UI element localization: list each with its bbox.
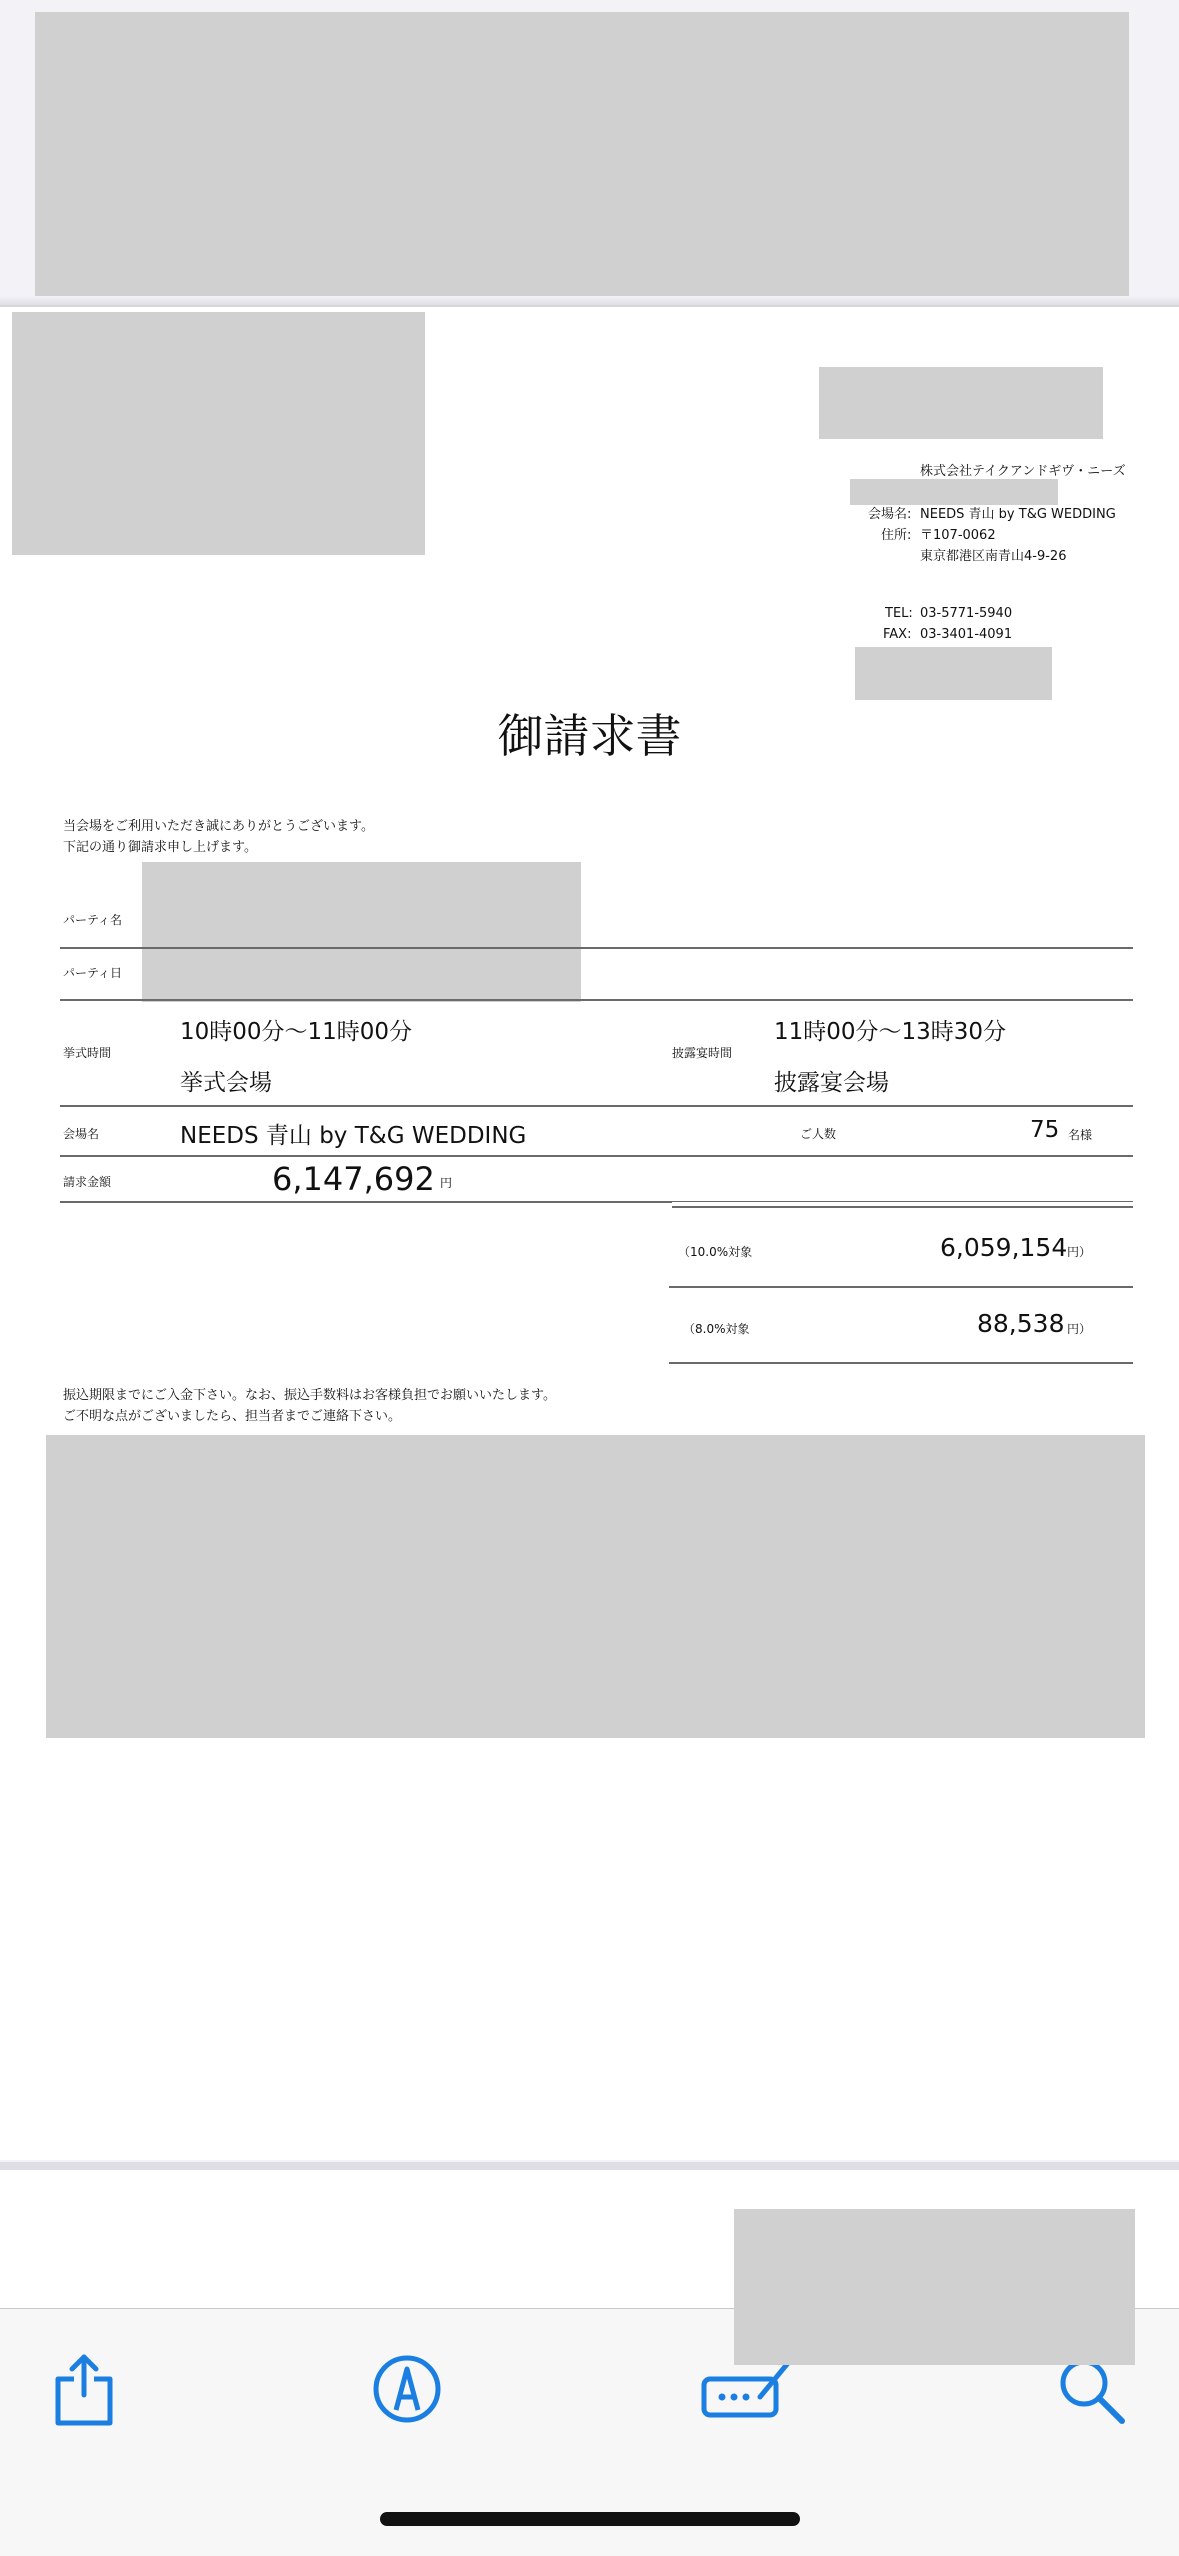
divider — [60, 1105, 1133, 1107]
tax10-label: （10.0%対象 — [678, 1245, 753, 1259]
share-icon[interactable] — [44, 2349, 124, 2429]
divider — [672, 1206, 1133, 1208]
divider — [60, 1201, 672, 1203]
redacted-logo — [12, 312, 425, 555]
amount-label: 請求金額 — [63, 1175, 112, 1189]
venue-label: 会場名 — [63, 1127, 100, 1141]
company-tel-label: TEL: — [885, 606, 913, 621]
reception-time-label: 披露宴時間 — [672, 1046, 733, 1060]
note-line-2: ご不明な点がございましたら、担当者までご連絡下さい。 — [63, 1409, 402, 1424]
ceremony-time-label: 挙式時間 — [63, 1046, 112, 1060]
company-address: 東京都港区南青山4-9-26 — [920, 549, 1067, 564]
ceremony-venue: 挙式会場 — [180, 1070, 272, 1096]
document-title: 御請求書 — [497, 709, 682, 763]
guests-value: 75 — [1030, 1117, 1060, 1143]
reception-venue: 披露宴会場 — [774, 1070, 889, 1096]
tax8-value: 88,538 — [977, 1309, 1065, 1338]
home-indicator[interactable] — [380, 2512, 800, 2526]
company-name: 株式会社テイクアンドギヴ・ニーズ — [920, 464, 1126, 479]
redacted-footer — [46, 1435, 1145, 1738]
divider — [60, 999, 1133, 1001]
divider — [669, 1286, 1133, 1288]
guests-unit: 名様 — [1068, 1128, 1093, 1142]
intro-line-2: 下記の通り御請求申し上げます。 — [63, 840, 257, 855]
tax8-unit: 円） — [1067, 1322, 1092, 1336]
guests-label: ご人数 — [800, 1127, 837, 1141]
divider — [60, 947, 1133, 949]
company-postal: 〒107-0062 — [920, 528, 996, 543]
tax10-value: 6,059,154 — [940, 1233, 1068, 1262]
party-date-label: パーティ日 — [63, 966, 123, 980]
tax8-label: （8.0%対象 — [683, 1322, 750, 1336]
company-address-label: 住所: — [881, 528, 912, 543]
document-page — [0, 305, 1179, 2160]
redacted-line — [850, 479, 1058, 505]
redacted-seal — [855, 647, 1052, 700]
redacted-overlay — [734, 2209, 1135, 2365]
redacted-header — [35, 12, 1129, 308]
tax10-unit: 円） — [1067, 1245, 1092, 1259]
divider — [60, 1155, 1133, 1157]
divider — [672, 1201, 1133, 1202]
amount-value: 6,147,692 — [272, 1160, 435, 1198]
venue-value: NEEDS 青山 by T&G WEDDING — [180, 1123, 527, 1149]
markup-icon[interactable] — [367, 2349, 447, 2429]
redacted-block — [819, 367, 1103, 439]
company-venue-value: NEEDS 青山 by T&G WEDDING — [920, 507, 1116, 522]
intro-line-1: 当会場をご利用いただき誠にありがとうございます。 — [63, 819, 374, 834]
redacted-party-info — [142, 862, 581, 1002]
company-fax-label: FAX: — [883, 627, 912, 642]
note-line-1: 振込期限までにご入金下さい。なお、振込手数料はお客様負担でお願いいたします。 — [63, 1388, 556, 1403]
company-tel: 03-5771-5940 — [920, 606, 1013, 621]
amount-unit: 円 — [440, 1176, 453, 1190]
reception-time: 11時00分〜13時30分 — [774, 1019, 1007, 1045]
ceremony-time: 10時00分〜11時00分 — [180, 1019, 413, 1045]
party-name-label: パーティ名 — [63, 913, 123, 927]
company-fax: 03-3401-4091 — [920, 627, 1013, 642]
company-venue-label: 会場名: — [868, 507, 912, 522]
divider — [669, 1362, 1133, 1364]
